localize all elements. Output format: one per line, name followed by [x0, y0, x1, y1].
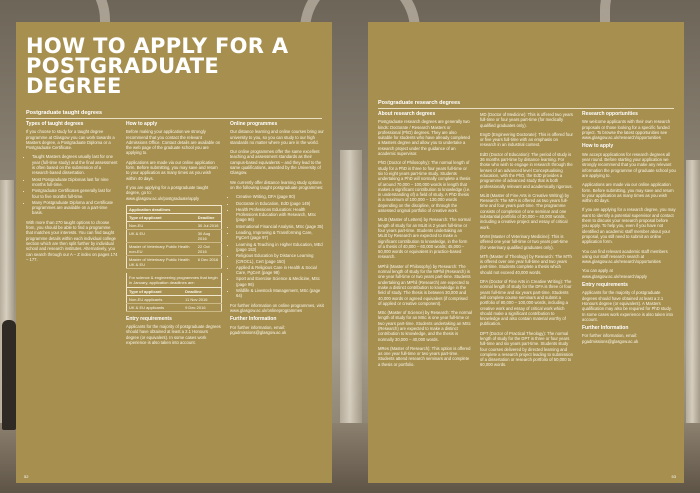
table-header: Type of applicant	[127, 287, 184, 295]
degree-mvm: MVM (Master of Veterinary Medicine): This is offered one year full-time or two years part-time (for veterinary qualified graduates only).	[480, 233, 568, 250]
how-paragraph: Applications are made via our online application form. Before submitting, you may save and return to your application as many times as you wish within 40 days.	[582, 182, 674, 204]
table-header: Type of applicant	[127, 213, 196, 221]
list-item: • Creative Writing, DFA (page 80)	[236, 194, 324, 199]
how-paragraph: Before making your application we strongly recommend that you contact the relevant Admissions Office. Contact details are available on the web page of the graduate school you are applying to.	[126, 129, 221, 156]
degree-msc: MSc (Master of Science) by Research: The normal length of study for an MSc is one year full-time or two years part-time. Students undertaking an MSc (Research) are expected to make a distinct contribution to knowledge, and the thesis is normally 30,000 – 40,000 words.	[378, 310, 472, 342]
table-cell: 9 Dec 2016	[183, 303, 221, 311]
page-title: HOW TO APPLY FOR A POSTGRADUATE DEGREE	[26, 34, 289, 98]
about-heading: About research degrees	[378, 111, 436, 117]
deadlines-table-january	[126, 287, 222, 312]
section-title-taught: Postgraduate taught degrees	[26, 110, 322, 119]
types-intro: If you choose to study for a taught degree programme at Glasgow you can work towards a Masters degree, a Postgraduate Diploma or a Postgraduate Certificate.	[26, 129, 115, 151]
list-item: • Most Postgraduate Diplomas last for nine months full-time.	[32, 177, 118, 188]
degree-phd: PhD (Doctor of Philosophy): The normal length of study for a PhD is three to four years full-time or six to eight years part-time study. Students undertaking a PhD will normally complete a thesis of around 70,000 – 100,000 words in length that makes a significant contribution to knowledge (i.e. in understanding of) a field of study. A PhD thesis is a maximum of 100,000 – 130,000 words depending on the discipline, or through the assessed original portfolio of creative work.	[378, 160, 471, 214]
table-cell: 22 Oct 2016	[196, 242, 222, 255]
how-paragraph: If you are applying for a research degree, you may want to identify a potential supervisor and contact them to discuss your research proposal before you apply. To help you, even if you have not identified an academic staff member about your proposal, you still need to submit an online application form.	[582, 207, 676, 245]
degree-mlitt: MLitt (Master of Letters) by Research: The normal length of study for an MLitt is 2 years full-time or four years part-time. Students undertaking an MLitt by Research are expected to make a significant contribution to knowledge, in the form of a thesis of 40,000 – 60,000 words; 45,000 – 50,000 words or equivalent in practice-based research.	[378, 217, 471, 260]
online-paragraph: Our online programmes offer the same excellent teaching and assessment standards as their campus-based equivalents – and they lead to the same qualifications, awarded by the University of Glasgow.	[230, 149, 322, 176]
column-types	[26, 122, 118, 266]
list-item: • Doctorate in Education, EdD (page 149)	[236, 201, 324, 206]
types-list	[32, 154, 118, 215]
section-title-research: Postgraduate research degrees	[378, 100, 674, 109]
online-list	[236, 194, 324, 298]
opps-heading: Research opportunities	[582, 111, 638, 117]
table-row	[127, 242, 222, 255]
table-cell: Non-EU	[127, 221, 196, 229]
list-item: • Leading, Improving & Transforming Care, PgCert (page 97)	[236, 230, 324, 241]
person-figure	[2, 320, 16, 430]
list-item: • Wildlife & Livestock Management, MSc (page 64)	[236, 288, 324, 299]
degree-md: MD (Doctor of Medicine): This is offered two years full-time or four years part-time (for medically qualified graduates only).	[480, 112, 573, 128]
table-row	[127, 295, 222, 303]
how-paragraph: You can find relevant academic staff members using our staff research search at www.glasgow.ac.uk/research/opportunities	[582, 248, 668, 265]
how-heading: How to apply	[126, 121, 158, 127]
online-paragraph: We currently offer distance learning study options on the following taught postgraduate programmes:	[230, 179, 324, 190]
list-item: • Applied & Religious Care in Health & Social Care, PgCert (page 98)	[236, 265, 324, 276]
table-row	[127, 229, 222, 242]
column-about-research	[378, 112, 472, 371]
table-header: Deadline	[183, 287, 221, 295]
about-text: Postgraduate research degrees are generally two kinds: Doctorate / Research Masters or professional (PhD) degrees. They are also suitable for students who have already completed a Masters degree and allow you to undertake a research project under the guidance of an academic supervisor.	[378, 119, 470, 157]
left-page-taught	[16, 22, 332, 483]
table-cell: UK & EU	[127, 229, 196, 242]
page-number: 52	[24, 474, 29, 479]
pillar	[686, 160, 700, 440]
degree-dfa: DFA (Doctor of Fine Arts in Creative Writing): The normal length of study for the DFA is three or four years full-time and six years part-time. Students will complete course seminars and submit a portfolio of 80,000 – 100,000 words, including a creative work and essay of critical work which should make a significant contribution to knowledge and also contain material worthy of publication.	[480, 279, 572, 327]
degree-mphil: MPhil (Master of Philosophy) by Research: The normal length of study for the MPhil (Research) is one year full-time or two years part-time. Students undertaking an MPhil (Research) are expected to make a distinct contribution to knowledge in the field of study. The thesis is between 30,000 and 40,000 words or agreed equivalent (if comprised of applied or creative component).	[378, 263, 471, 306]
deadlines-box	[126, 205, 222, 312]
how-paragraph: Applications are made via our online application form. Before submitting, you may save and return to your application as many times as you wish within 40 days.	[126, 159, 218, 181]
table-row	[127, 221, 222, 229]
column-degree-types	[480, 112, 574, 372]
degree-dpt: DPT (Doctor of Practical Theology): The normal length of study for the DPT is three or four years full-time and six years part-time. Students study four courses delivered by directed learning and complete a research project leading to submission of a dissertation or research portfolio of 50,000 to 60,000 words.	[480, 330, 574, 368]
types-outro: With more than 270 taught options to choose from, you should be able to find a programme that matches your interests. You can find taught programme details within each individual college section which are then split further by individual school and research institutes. Alternatively, you can search through our A – Z index on pages 174 – 177.	[26, 219, 118, 262]
degree-mth: MTh (Master of Theology) by Research: The MTh is offered over one year full-time and two years part-time. Students complete a thesis which should not exceed 40,000 words.	[480, 253, 572, 275]
table-cell: 6 Dec 2016	[196, 255, 222, 268]
entry-heading: Entry requirements	[582, 282, 628, 289]
deadlines-title: Application deadlines	[127, 205, 222, 213]
list-item: • Health Professions Education: Health Professions Education with Research, MSc (page 96)	[236, 207, 324, 223]
further-heading: Further Information	[582, 325, 629, 332]
how-heading: How to apply	[582, 143, 614, 150]
list-item: • Learning & Teaching in Higher Education, MEd (page 153)	[236, 242, 324, 253]
table-row	[127, 255, 222, 268]
degree-edd: EdD (Doctor of Education): The period of study is 36 months part-time by distance learning. For those who wish to engage in research through the lenses of an advanced level Conceptualising education, with the PhD, the EdD provides a programme of advanced study that is both professionally relevant and academically rigorous.	[480, 151, 573, 189]
list-item: • International Financial Analysis, MSc (page 35)	[236, 224, 324, 229]
types-heading: Types of taught degrees	[26, 121, 84, 127]
degree-mlitt-creative: MLitt (Master of Fine Arts in Creative Writing) by Research: The MFA is offered as two years full-time and four years part-time. The programme consists of completion of one seminar and one substantial portfolio of 30,000 – 40,000 words, including a creative project and essay of critical work.	[480, 192, 570, 230]
degree-mres: MRes (Master of Research): This option is offered as one year full-time or two years part-time. Students attend research seminars and complete a thesis or portfolio.	[378, 345, 471, 367]
column-how-to-apply	[126, 122, 222, 349]
opps-text: We welcome applicants with their own research proposals or those looking for a specific funded project. To browse the latest opportunities see www.glasgow.ac.uk/research/opportunities	[582, 119, 671, 141]
deadlines-table	[126, 205, 222, 269]
column-apply-research	[582, 112, 676, 348]
right-page-research	[368, 22, 684, 483]
list-item: • Postgraduate Certificates generally last for four to five months full-time.	[32, 188, 118, 199]
pillar	[340, 150, 362, 450]
table-cell: Master of Veterinary Public Health UK & EU	[127, 255, 196, 268]
entry-text: Applicants for the majority of postgraduate degrees should have obtained at least a 2.1 Honours degree (or equivalent). A Masters qualification may also be required for PhD study. In some cases work experience is also taken into account.	[582, 290, 674, 322]
how-paragraph: You can apply at www.glasgow.ac.uk/research/apply	[582, 268, 647, 279]
list-item: • Many Postgraduate Diploma and Certificate programmes are available on a part-time basis.	[32, 200, 118, 216]
entry-text: Applicants for the majority of postgraduate degrees should have obtained at least a 2.1 Honours degree (or equivalent). In some cases work experience is also taken into account.	[126, 324, 221, 346]
degree-engd: EngD (Engineering Doctorate): This is offered four or five years full-time with an emphasis on research in an industrial context.	[480, 131, 573, 148]
table-row	[127, 303, 222, 311]
entry-heading: Entry requirements	[126, 315, 172, 322]
online-heading: Online programmes	[230, 121, 278, 127]
page-number: 53	[671, 474, 676, 479]
table-cell: 11 Nov 2016	[183, 295, 221, 303]
how-paragraph: If you are applying for a postgraduate taught degree, go to: www.glasgow.ac.uk/postgraduate/apply	[126, 184, 209, 201]
online-more: For further information on online programmes, visit www.glasgow.ac.uk/onlineprogrammes	[230, 302, 324, 313]
column-online	[230, 122, 324, 339]
further-text: For further information, email: pgadmissions@glasgow.ac.uk	[582, 333, 639, 344]
deadline-note: For science & engineering programmes that begin in January, application deadlines are:	[126, 273, 222, 287]
table-cell: 30 Aug 2016	[196, 229, 222, 242]
list-item: • Religious Education by Distance Learning (CROCL), Cert (page 150)	[236, 253, 324, 264]
further-text: For further information, email: pgadmissions@glasgow.ac.uk	[230, 324, 287, 335]
table-cell: 30 Jul 2016	[196, 221, 222, 229]
list-item: • Taught Masters degrees usually last for one year (full-time study) and the final assessment is often based on the submission of a research-based dissertation.	[32, 154, 118, 175]
table-cell: UK & EU applicants	[127, 303, 184, 311]
table-cell: Master of Veterinary Public Health non-EU	[127, 242, 196, 255]
online-paragraph: Our distance learning and online courses bring our university to you, so you can study to our high standards no matter where you are in the world.	[230, 129, 324, 145]
list-item: • Sport and Exercise Science & Medicine, MSc (page 96)	[236, 276, 324, 287]
table-cell: Non-EU applicants	[127, 295, 184, 303]
table-header: Deadline	[196, 213, 222, 221]
further-heading: Further Information	[230, 316, 277, 323]
how-paragraph: We accept applications for research degrees all year round. Before starting your application we strongly recommend that you make any relevant information the programme of graduate school you are applying to.	[582, 151, 676, 178]
